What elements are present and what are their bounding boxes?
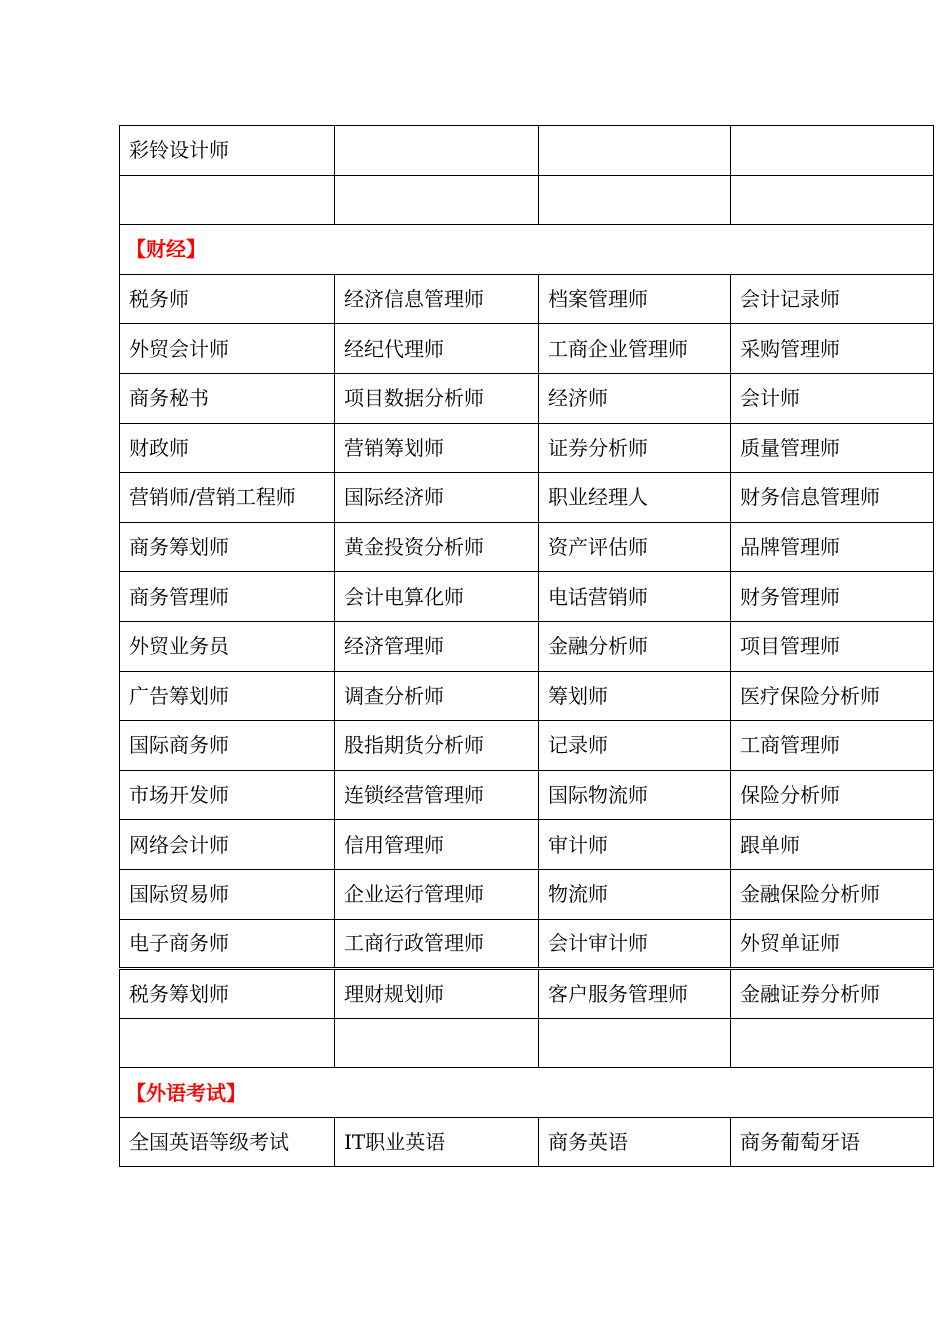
table-cell	[539, 175, 731, 225]
table-cell: 连锁经营管理师	[335, 770, 539, 820]
table-cell	[731, 126, 934, 176]
table-row	[120, 126, 934, 176]
table-row	[120, 324, 934, 374]
table-cell: 采购管理师	[731, 324, 934, 374]
table-cell: 税务筹划师	[120, 969, 335, 1019]
table-cell: 商务葡萄牙语	[731, 1117, 934, 1167]
table-cell	[335, 175, 539, 225]
section-title: 【外语考试】	[120, 1068, 934, 1118]
table-cell: 筹划师	[539, 671, 731, 721]
table-row	[120, 969, 934, 1019]
table-cell	[335, 1018, 539, 1068]
table-cell: 商务英语	[539, 1117, 731, 1167]
table-cell: 营销筹划师	[335, 423, 539, 473]
table-cell: 广告筹划师	[120, 671, 335, 721]
table-cell: 股指期货分析师	[335, 721, 539, 771]
table-body	[120, 126, 934, 1167]
table-cell: 会计审计师	[539, 919, 731, 969]
table-cell: 营销师/营销工程师	[120, 473, 335, 523]
table-row	[120, 1117, 934, 1167]
table-cell: 全国英语等级考试	[120, 1117, 335, 1167]
table-cell: 金融证券分析师	[731, 969, 934, 1019]
table-cell: 经济信息管理师	[335, 274, 539, 324]
table-cell: 品牌管理师	[731, 522, 934, 572]
table-cell	[731, 175, 934, 225]
table-cell	[120, 175, 335, 225]
table-cell: 网络会计师	[120, 820, 335, 870]
table-cell: 理财规划师	[335, 969, 539, 1019]
table-cell: 职业经理人	[539, 473, 731, 523]
table-cell: 项目管理师	[731, 621, 934, 671]
table-cell: 会计记录师	[731, 274, 934, 324]
table-cell	[335, 126, 539, 176]
table-cell: 商务筹划师	[120, 522, 335, 572]
table-row	[120, 621, 934, 671]
table-cell: 黄金投资分析师	[335, 522, 539, 572]
table-cell	[539, 126, 731, 176]
table-cell: 财务管理师	[731, 572, 934, 622]
table-cell: 经纪代理师	[335, 324, 539, 374]
table-cell: 国际物流师	[539, 770, 731, 820]
table-cell: 财政师	[120, 423, 335, 473]
table-cell: 经济师	[539, 373, 731, 423]
table-cell: 金融保险分析师	[731, 869, 934, 919]
table-row	[120, 522, 934, 572]
table-cell: 外贸业务员	[120, 621, 335, 671]
table-cell: 工商行政管理师	[335, 919, 539, 969]
table-cell	[120, 1018, 335, 1068]
section-title: 【财经】	[120, 225, 934, 275]
table-cell: 国际商务师	[120, 721, 335, 771]
table-cell: 电话营销师	[539, 572, 731, 622]
table-cell: 物流师	[539, 869, 731, 919]
table-cell: 会计师	[731, 373, 934, 423]
table-cell: 客户服务管理师	[539, 969, 731, 1019]
table-cell: 工商管理师	[731, 721, 934, 771]
table-cell: 证券分析师	[539, 423, 731, 473]
table-cell: 医疗保险分析师	[731, 671, 934, 721]
table-cell: 工商企业管理师	[539, 324, 731, 374]
table-cell: 资产评估师	[539, 522, 731, 572]
table-row	[120, 869, 934, 919]
table-cell: 国际贸易师	[120, 869, 335, 919]
table-cell: 彩铃设计师	[120, 126, 335, 176]
table-row	[120, 572, 934, 622]
table-cell: 记录师	[539, 721, 731, 771]
table-row	[120, 1018, 934, 1068]
table-cell: 国际经济师	[335, 473, 539, 523]
table-row	[120, 671, 934, 721]
table-cell: 审计师	[539, 820, 731, 870]
table-row	[120, 175, 934, 225]
table-cell: 财务信息管理师	[731, 473, 934, 523]
table-cell: 经济管理师	[335, 621, 539, 671]
table-row	[120, 423, 934, 473]
table-cell: 质量管理师	[731, 423, 934, 473]
section-header-foreign-language	[120, 1068, 934, 1118]
table-cell: 市场开发师	[120, 770, 335, 820]
table-row	[120, 373, 934, 423]
table-cell: 金融分析师	[539, 621, 731, 671]
table-cell: 档案管理师	[539, 274, 731, 324]
table-row	[120, 919, 934, 969]
table-cell: 信用管理师	[335, 820, 539, 870]
table-cell: 保险分析师	[731, 770, 934, 820]
table-row	[120, 721, 934, 771]
table-cell: 外贸单证师	[731, 919, 934, 969]
table-cell: 税务师	[120, 274, 335, 324]
section-header-finance	[120, 225, 934, 275]
table-cell: 外贸会计师	[120, 324, 335, 374]
table-cell	[539, 1018, 731, 1068]
table-cell: 企业运行管理师	[335, 869, 539, 919]
table-cell: 调查分析师	[335, 671, 539, 721]
table-cell: 商务秘书	[120, 373, 335, 423]
table-cell: IT职业英语	[335, 1117, 539, 1167]
table-cell: 商务管理师	[120, 572, 335, 622]
table-cell: 项目数据分析师	[335, 373, 539, 423]
table-row	[120, 770, 934, 820]
table-cell: 会计电算化师	[335, 572, 539, 622]
table-row	[120, 473, 934, 523]
table-row	[120, 274, 934, 324]
table-cell	[731, 1018, 934, 1068]
certification-table	[119, 125, 934, 1167]
table-cell: 电子商务师	[120, 919, 335, 969]
table-row	[120, 820, 934, 870]
table-cell: 跟单师	[731, 820, 934, 870]
